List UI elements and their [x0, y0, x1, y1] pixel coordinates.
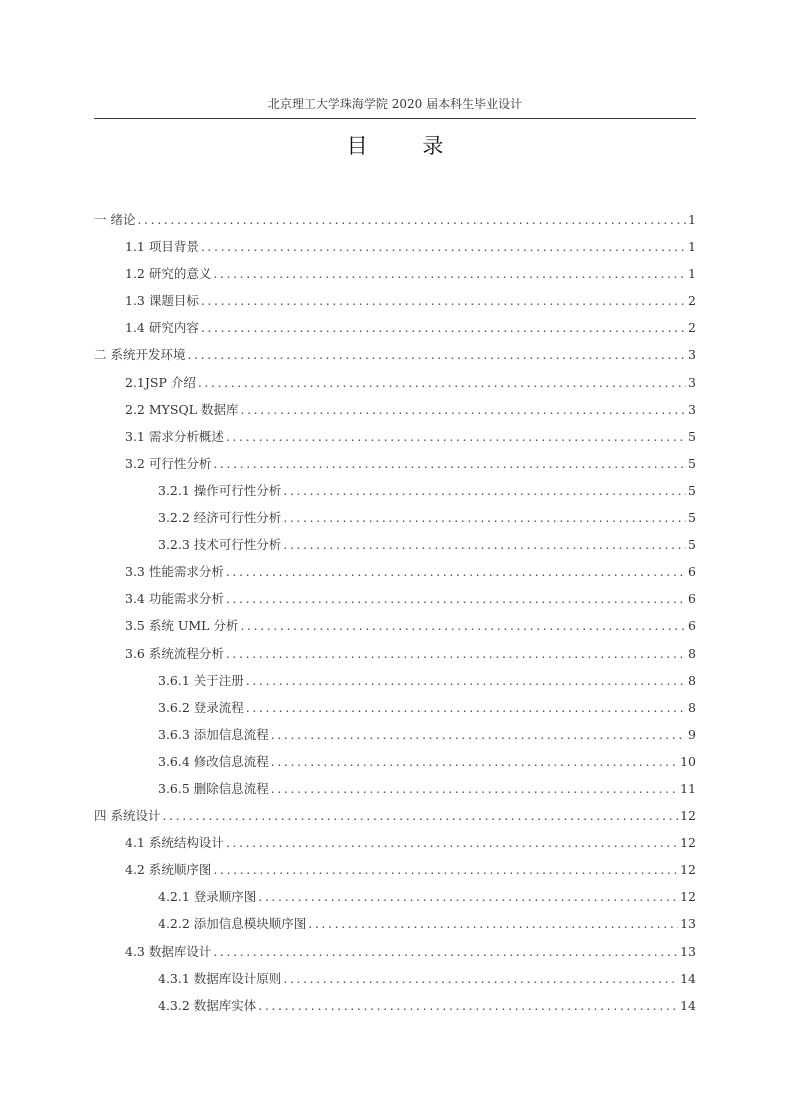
toc-entry-page-number: 2 [688, 320, 696, 336]
toc-entry-page-number: 1 [688, 239, 696, 255]
toc-dot-leader [283, 510, 686, 525]
toc-entry[interactable] [94, 562, 696, 589]
toc-entry[interactable] [94, 806, 696, 833]
toc-dot-leader [283, 537, 686, 552]
toc-entry-label: 1.4 研究内容 [125, 320, 199, 336]
toc-entry-label: 4.2 系统顺序图 [125, 862, 212, 878]
toc-entry-page-number: 6 [688, 618, 696, 634]
toc-dot-leader [246, 700, 686, 715]
toc-entry[interactable] [94, 427, 696, 454]
toc-entry[interactable] [94, 779, 696, 806]
toc-entry[interactable] [94, 345, 696, 372]
toc-entry-page-number: 14 [680, 970, 696, 986]
toc-dot-leader [137, 212, 686, 227]
toc-entry-label: 3.4 功能需求分析 [125, 591, 224, 607]
toc-entry-page-number: 13 [680, 943, 696, 959]
toc-entry-label: 3.2.1 操作可行性分析 [158, 482, 282, 498]
toc-entry-label: 四 系统设计 [94, 808, 161, 824]
toc-dot-leader [246, 673, 686, 688]
toc-entry[interactable] [94, 373, 696, 400]
toc-entry-label: 一 绪论 [94, 212, 136, 227]
toc-dot-leader [201, 293, 686, 308]
toc-dot-leader [226, 646, 686, 661]
toc-dot-leader [162, 808, 678, 823]
toc-dot-leader [271, 781, 678, 796]
toc-entry-label: 3.6.5 删除信息流程 [158, 780, 269, 796]
toc-dot-leader [213, 266, 686, 281]
toc-dot-leader [283, 971, 678, 986]
toc-entry[interactable] [94, 914, 696, 941]
toc-entry-label: 4.3.1 数据库设计原则 [158, 970, 282, 986]
toc-entry-label: 1.3 课题目标 [125, 293, 199, 309]
toc-entry-page-number: 9 [688, 726, 696, 742]
toc-dot-leader [226, 835, 678, 850]
toc-entry-page-number: 5 [688, 455, 696, 471]
toc-entry[interactable] [94, 644, 696, 671]
toc-entry-label: 2.2 MYSQL 数据库 [125, 401, 239, 417]
toc-entry-label: 3.3 性能需求分析 [125, 564, 224, 580]
toc-entry-label: 2.1JSP 介绍 [125, 374, 196, 390]
toc-dot-leader [226, 429, 686, 444]
toc-entry-page-number: 3 [688, 374, 696, 390]
toc-entry-label: 3.6.1 关于注册 [158, 672, 244, 688]
toc-dot-leader [271, 727, 686, 742]
toc-entry-label: 二 系统开发环境 [94, 347, 186, 363]
toc-dot-leader [240, 618, 686, 633]
toc-entry-page-number: 10 [680, 753, 696, 769]
toc-dot-leader [283, 483, 686, 498]
toc-entry-label: 4.2.2 添加信息模块顺序图 [158, 916, 307, 932]
toc-entry-page-number: 5 [688, 510, 696, 526]
toc-entry[interactable] [94, 725, 696, 752]
toc-entry-page-number: 5 [688, 482, 696, 498]
toc-entry-label: 4.3.2 数据库实体 [158, 997, 257, 1013]
running-header: 北京理工大学珠海学院 2020 届本科生毕业设计 [267, 97, 523, 111]
toc-entry-page-number: 1 [688, 266, 696, 282]
table-of-contents [94, 210, 696, 1023]
toc-entry-label: 4.1 系统结构设计 [125, 835, 224, 851]
toc-entry-label: 1.2 研究的意义 [125, 266, 212, 282]
toc-title: 目 录 [346, 134, 468, 158]
toc-dot-leader [187, 347, 686, 362]
toc-entry-label: 1.1 项目背景 [125, 239, 199, 255]
toc-entry[interactable] [94, 752, 696, 779]
toc-dot-leader [271, 754, 678, 769]
toc-entry-label: 3.2 可行性分析 [125, 455, 212, 471]
toc-entry-page-number: 6 [688, 591, 696, 607]
toc-entry-label: 3.1 需求分析概述 [125, 428, 224, 444]
toc-entry[interactable] [94, 969, 696, 996]
toc-dot-leader [213, 862, 678, 877]
toc-dot-leader [198, 375, 686, 390]
toc-entry[interactable] [94, 291, 696, 318]
toc-dot-leader [226, 591, 686, 606]
toc-entry[interactable] [94, 508, 696, 535]
toc-entry-page-number: 12 [680, 835, 696, 851]
toc-entry[interactable] [94, 942, 696, 969]
toc-entry[interactable] [94, 237, 696, 264]
toc-entry-page-number: 6 [688, 564, 696, 580]
toc-entry[interactable] [94, 887, 696, 914]
toc-entry-page-number: 14 [680, 997, 696, 1013]
toc-entry-label: 4.2.1 登录顺序图 [158, 889, 257, 905]
toc-entry-label: 4.3 数据库设计 [125, 943, 212, 959]
toc-entry[interactable] [94, 698, 696, 725]
toc-entry[interactable] [94, 210, 696, 237]
toc-entry[interactable] [94, 589, 696, 616]
toc-entry[interactable] [94, 616, 696, 643]
toc-entry[interactable] [94, 400, 696, 427]
toc-dot-leader [241, 402, 687, 417]
toc-entry-label: 3.2.2 经济可行性分析 [158, 510, 282, 526]
toc-entry-page-number: 12 [680, 862, 696, 878]
toc-entry[interactable] [94, 264, 696, 291]
toc-dot-leader [201, 239, 686, 254]
toc-entry-page-number: 12 [680, 808, 696, 824]
toc-entry-page-number: 3 [688, 347, 696, 363]
toc-entry-page-number: 1 [688, 212, 696, 227]
toc-dot-leader [258, 889, 678, 904]
toc-entry[interactable] [94, 860, 696, 887]
toc-entry-page-number: 5 [688, 537, 696, 553]
toc-entry[interactable] [94, 318, 696, 345]
toc-entry[interactable] [94, 833, 696, 860]
toc-entry-page-number: 13 [680, 916, 696, 932]
header-rule [94, 118, 696, 119]
toc-entry-label: 3.6.2 登录流程 [158, 699, 244, 715]
toc-entry-label: 3.6 系统流程分析 [125, 645, 224, 661]
toc-entry-label: 3.2.3 技术可行性分析 [158, 537, 282, 553]
toc-dot-leader [258, 998, 678, 1013]
toc-entry[interactable] [94, 671, 696, 698]
toc-entry-page-number: 8 [688, 672, 696, 688]
toc-entry-page-number: 8 [688, 645, 696, 661]
toc-dot-leader [226, 564, 686, 579]
toc-entry-page-number: 8 [688, 699, 696, 715]
toc-entry-label: 3.6.3 添加信息流程 [158, 726, 269, 742]
toc-entry-page-number: 2 [688, 293, 696, 309]
toc-dot-leader [201, 320, 686, 335]
toc-dot-leader [308, 916, 678, 931]
toc-entry[interactable] [94, 535, 696, 562]
toc-entry-page-number: 11 [680, 780, 696, 796]
toc-dot-leader [213, 944, 678, 959]
toc-entry-label: 3.5 系统 UML 分析 [125, 618, 239, 634]
toc-dot-leader [213, 456, 686, 471]
toc-entry-label: 3.6.4 修改信息流程 [158, 753, 269, 769]
toc-entry-page-number: 5 [688, 428, 696, 444]
toc-entry-page-number: 12 [680, 889, 696, 905]
toc-entry-page-number: 3 [688, 401, 696, 417]
toc-entry[interactable] [94, 481, 696, 508]
toc-entry[interactable] [94, 996, 696, 1023]
toc-entry[interactable] [94, 454, 696, 481]
